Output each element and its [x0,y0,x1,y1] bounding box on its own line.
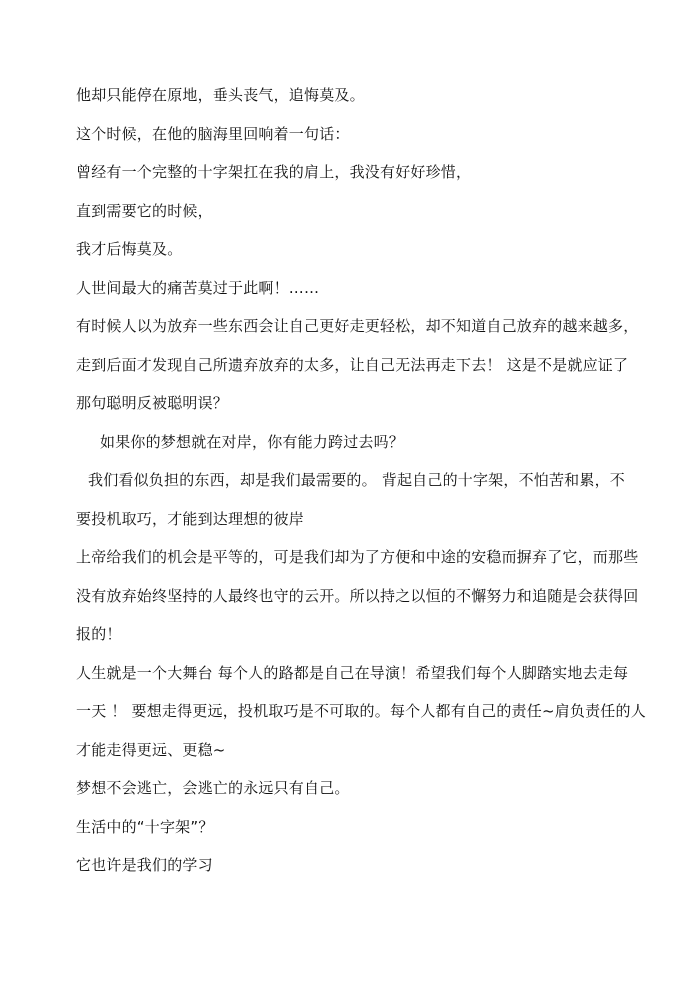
text-line-content: 梦想不会逃亡，会逃亡的永远只有自己。 [76,779,350,797]
text-line-content: 才能走得更远、更稳~ [76,740,226,759]
text-line [76,429,624,455]
text-line-content: 要投机取巧，才能到达理想的彼岸 [76,509,305,528]
text-line [76,583,639,609]
text-line [76,236,624,262]
text-line [76,82,624,108]
text-line [76,313,639,339]
text-line-content: 走到后面才发现自己所遗弃放弃的太多，让自己无法再走下去！ 这是不是就应证了 [76,355,629,374]
text-line-content: 人世间最大的痛苦莫过于此啊！…… [76,278,320,297]
text-line [76,698,646,724]
text-line-content: 如果你的梦想就在对岸，你有能力跨过去吗？ [100,432,405,451]
text-line [76,352,629,378]
text-line [76,852,624,878]
text-line [76,121,624,147]
text-line-content: 他却只能停在原地，垂头丧气，追悔莫及。 [76,86,365,104]
text-line [76,775,624,801]
text-line-content: 上帝给我们的机会是平等的，可是我们却为了方便和中途的安稳而摒弃了它，而那些 [76,548,639,566]
text-line [76,544,639,570]
text-line [76,660,629,686]
text-line-content: 没有放弃始终坚持的人最终也守的云开。所以持之以恒的不懈努力和追随是会获得回 [76,586,639,605]
text-line-content: 我们看似负担的东西，却是我们最需要的。 背起自己的十字架，不怕苦和累，不 [88,471,625,489]
text-line-content: 生活中的“十字架”？ [76,817,214,836]
text-line [76,275,624,301]
text-line-content: 那句聪明反被聪明误？ [76,394,229,412]
text-line-content: 这个时候，在他的脑海里回响着一句话： [76,124,350,143]
text-line [76,159,624,185]
text-line-content: 人生就是一个大舞台 每个人的路都是自己在导演！希望我们每个人脚踏实地去走每 [76,663,629,682]
text-line-content: 它也许是我们的学习 [76,856,213,874]
text-line [76,737,624,763]
text-line-content: 直到需要它的时候， [76,201,213,220]
text-line-content: 有时候人以为放弃一些东西会让自己更好走更轻松，却不知道自己放弃的越来越多， [76,317,639,335]
text-line [76,467,624,493]
text-line [76,621,624,647]
text-line [76,198,624,224]
text-line-content: 曾经有一个完整的十字架扛在我的肩上，我没有好好珍惜， [76,163,472,181]
text-line-content: 报的！ [76,625,122,643]
text-line [76,506,624,532]
text-line [76,390,624,416]
document-body [76,82,646,891]
text-line [76,814,624,840]
text-line-content: 我才后悔莫及。 [76,240,183,258]
text-line-content: 一天 ！ 要想走得更远，投机取巧是不可取的。每个人都有自己的责任~肩负责任的人 [76,702,646,720]
